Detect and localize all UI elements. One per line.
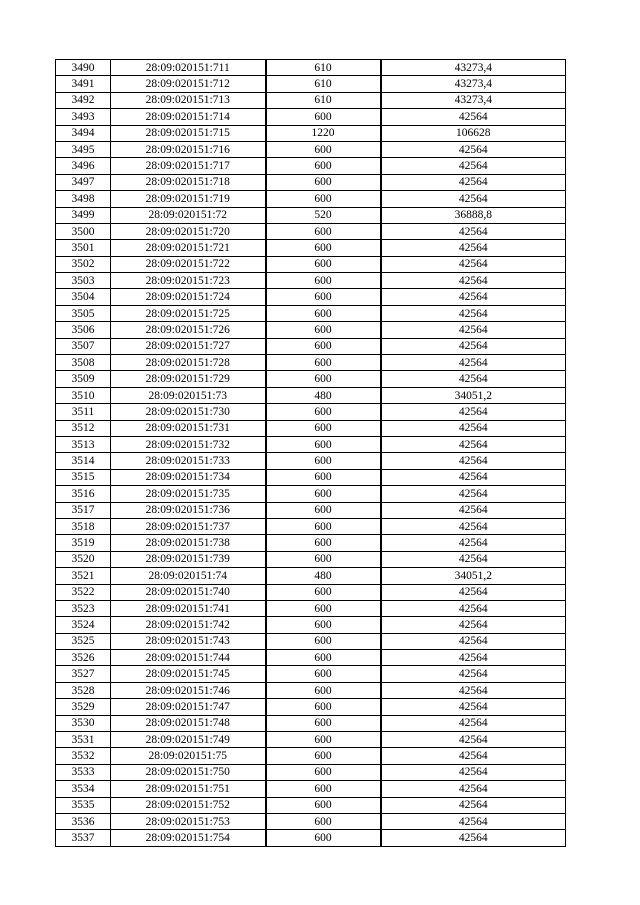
value-cell: 42564 [381,289,566,305]
value-cell: 42564 [381,502,566,518]
row-number-cell: 3507 [56,338,111,354]
value-cell: 42564 [381,764,566,780]
cadastral-number-cell: 28:09:020151:711 [111,60,266,76]
area-cell: 600 [266,797,381,813]
value-cell: 42564 [381,256,566,272]
table-row [56,535,566,551]
table-row [56,420,566,436]
value-cell: 42564 [381,486,566,502]
cadastral-number-cell: 28:09:020151:740 [111,584,266,600]
area-cell: 600 [266,535,381,551]
row-number-cell: 3537 [56,830,111,846]
cadastral-number-cell: 28:09:020151:752 [111,797,266,813]
value-cell: 42564 [381,518,566,534]
parcel-table [55,59,566,847]
area-cell: 600 [266,338,381,354]
cadastral-number-cell: 28:09:020151:744 [111,650,266,666]
value-cell: 42564 [381,141,566,157]
area-cell: 600 [266,732,381,748]
row-number-cell: 3510 [56,387,111,403]
row-number-cell: 3491 [56,76,111,92]
value-cell: 42564 [381,633,566,649]
area-cell: 600 [266,453,381,469]
table-row [56,830,566,846]
cadastral-number-cell: 28:09:020151:748 [111,715,266,731]
value-cell: 42564 [381,322,566,338]
value-cell: 42564 [381,371,566,387]
cadastral-number-cell: 28:09:020151:722 [111,256,266,272]
row-number-cell: 3500 [56,223,111,239]
row-number-cell: 3502 [56,256,111,272]
row-number-cell: 3515 [56,469,111,485]
value-cell: 42564 [381,699,566,715]
row-number-cell: 3493 [56,109,111,125]
cadastral-number-cell: 28:09:020151:732 [111,436,266,452]
row-number-cell: 3532 [56,748,111,764]
area-cell: 600 [266,518,381,534]
area-cell: 600 [266,223,381,239]
area-cell: 600 [266,584,381,600]
table-row [56,551,566,567]
table-row [56,355,566,371]
area-cell: 600 [266,420,381,436]
cadastral-number-cell: 28:09:020151:742 [111,617,266,633]
cadastral-number-cell: 28:09:020151:72 [111,207,266,223]
cadastral-number-cell: 28:09:020151:749 [111,732,266,748]
value-cell: 42564 [381,240,566,256]
table-row [56,273,566,289]
row-number-cell: 3528 [56,682,111,698]
value-cell: 42564 [381,781,566,797]
row-number-cell: 3497 [56,174,111,190]
value-cell: 42564 [381,682,566,698]
cadastral-number-cell: 28:09:020151:719 [111,191,266,207]
cadastral-number-cell: 28:09:020151:753 [111,813,266,829]
table-row [56,682,566,698]
value-cell: 42564 [381,715,566,731]
row-number-cell: 3512 [56,420,111,436]
table-row [56,109,566,125]
row-number-cell: 3524 [56,617,111,633]
table-row [56,797,566,813]
table-row [56,371,566,387]
area-cell: 600 [266,289,381,305]
value-cell: 42564 [381,158,566,174]
area-cell: 520 [266,207,381,223]
table-row [56,256,566,272]
row-number-cell: 3523 [56,600,111,616]
cadastral-number-cell: 28:09:020151:720 [111,223,266,239]
value-cell: 42564 [381,469,566,485]
row-number-cell: 3508 [56,355,111,371]
cadastral-number-cell: 28:09:020151:737 [111,518,266,534]
cadastral-number-cell: 28:09:020151:736 [111,502,266,518]
area-cell: 600 [266,502,381,518]
table-row [56,92,566,108]
area-cell: 600 [266,371,381,387]
cadastral-number-cell: 28:09:020151:724 [111,289,266,305]
cadastral-number-cell: 28:09:020151:729 [111,371,266,387]
value-cell: 42564 [381,797,566,813]
row-number-cell: 3518 [56,518,111,534]
area-cell: 600 [266,486,381,502]
table-row [56,289,566,305]
row-number-cell: 3521 [56,568,111,584]
cadastral-number-cell: 28:09:020151:733 [111,453,266,469]
row-number-cell: 3522 [56,584,111,600]
value-cell: 42564 [381,453,566,469]
row-number-cell: 3495 [56,141,111,157]
row-number-cell: 3496 [56,158,111,174]
value-cell: 43273,4 [381,60,566,76]
cadastral-number-cell: 28:09:020151:75 [111,748,266,764]
cadastral-number-cell: 28:09:020151:723 [111,273,266,289]
table-row [56,748,566,764]
area-cell: 600 [266,273,381,289]
area-cell: 610 [266,76,381,92]
row-number-cell: 3525 [56,633,111,649]
cadastral-number-cell: 28:09:020151:727 [111,338,266,354]
area-cell: 610 [266,60,381,76]
cadastral-number-cell: 28:09:020151:741 [111,600,266,616]
table-row [56,240,566,256]
value-cell: 42564 [381,223,566,239]
table-row [56,207,566,223]
area-cell: 600 [266,617,381,633]
table-row [56,600,566,616]
table-row [56,305,566,321]
row-number-cell: 3516 [56,486,111,502]
table-row [56,174,566,190]
table-row [56,223,566,239]
value-cell: 42564 [381,436,566,452]
table-row [56,338,566,354]
row-number-cell: 3536 [56,813,111,829]
cadastral-number-cell: 28:09:020151:717 [111,158,266,174]
value-cell: 42564 [381,535,566,551]
area-cell: 600 [266,650,381,666]
cadastral-number-cell: 28:09:020151:718 [111,174,266,190]
area-cell: 600 [266,600,381,616]
row-number-cell: 3514 [56,453,111,469]
row-number-cell: 3499 [56,207,111,223]
cadastral-number-cell: 28:09:020151:73 [111,387,266,403]
area-cell: 600 [266,551,381,567]
row-number-cell: 3511 [56,404,111,420]
cadastral-number-cell: 28:09:020151:738 [111,535,266,551]
value-cell: 42564 [381,404,566,420]
area-cell: 600 [266,355,381,371]
area-cell: 600 [266,666,381,682]
table-row [56,453,566,469]
table-row [56,518,566,534]
row-number-cell: 3527 [56,666,111,682]
value-cell: 42564 [381,305,566,321]
row-number-cell: 3520 [56,551,111,567]
value-cell: 42564 [381,174,566,190]
table-row [56,469,566,485]
table-row [56,60,566,76]
cadastral-number-cell: 28:09:020151:754 [111,830,266,846]
table-row [56,699,566,715]
row-number-cell: 3501 [56,240,111,256]
cadastral-number-cell: 28:09:020151:715 [111,125,266,141]
cadastral-number-cell: 28:09:020151:721 [111,240,266,256]
value-cell: 42564 [381,732,566,748]
table-row [56,436,566,452]
cadastral-number-cell: 28:09:020151:714 [111,109,266,125]
table-row [56,813,566,829]
cadastral-number-cell: 28:09:020151:746 [111,682,266,698]
cadastral-number-cell: 28:09:020151:74 [111,568,266,584]
row-number-cell: 3505 [56,305,111,321]
table-row [56,76,566,92]
table-row [56,633,566,649]
value-cell: 42564 [381,273,566,289]
row-number-cell: 3519 [56,535,111,551]
table-row [56,387,566,403]
table-row [56,158,566,174]
table-row [56,404,566,420]
value-cell: 43273,4 [381,92,566,108]
value-cell: 34051,2 [381,387,566,403]
row-number-cell: 3526 [56,650,111,666]
cadastral-number-cell: 28:09:020151:728 [111,355,266,371]
area-cell: 600 [266,158,381,174]
row-number-cell: 3490 [56,60,111,76]
row-number-cell: 3531 [56,732,111,748]
table-row [56,141,566,157]
row-number-cell: 3492 [56,92,111,108]
value-cell: 42564 [381,551,566,567]
table-row [56,781,566,797]
row-number-cell: 3534 [56,781,111,797]
row-number-cell: 3504 [56,289,111,305]
value-cell: 42564 [381,617,566,633]
value-cell: 34051,2 [381,568,566,584]
value-cell: 42564 [381,666,566,682]
cadastral-number-cell: 28:09:020151:730 [111,404,266,420]
area-cell: 600 [266,191,381,207]
area-cell: 600 [266,813,381,829]
value-cell: 42564 [381,813,566,829]
area-cell: 610 [266,92,381,108]
value-cell: 42564 [381,830,566,846]
area-cell: 600 [266,109,381,125]
row-number-cell: 3494 [56,125,111,141]
table-row [56,322,566,338]
row-number-cell: 3498 [56,191,111,207]
area-cell: 600 [266,764,381,780]
value-cell: 43273,4 [381,76,566,92]
row-number-cell: 3530 [56,715,111,731]
table-row [56,125,566,141]
table-row [56,584,566,600]
table-row [56,764,566,780]
cadastral-number-cell: 28:09:020151:726 [111,322,266,338]
area-cell: 600 [266,174,381,190]
cadastral-number-cell: 28:09:020151:735 [111,486,266,502]
cadastral-number-cell: 28:09:020151:712 [111,76,266,92]
row-number-cell: 3503 [56,273,111,289]
value-cell: 36888,8 [381,207,566,223]
cadastral-number-cell: 28:09:020151:731 [111,420,266,436]
area-cell: 600 [266,404,381,420]
area-cell: 600 [266,682,381,698]
cadastral-number-cell: 28:09:020151:747 [111,699,266,715]
area-cell: 600 [266,141,381,157]
value-cell: 42564 [381,191,566,207]
area-cell: 600 [266,256,381,272]
row-number-cell: 3535 [56,797,111,813]
value-cell: 42564 [381,420,566,436]
area-cell: 600 [266,322,381,338]
area-cell: 600 [266,715,381,731]
area-cell: 480 [266,568,381,584]
table-row [56,715,566,731]
area-cell: 600 [266,305,381,321]
row-number-cell: 3509 [56,371,111,387]
row-number-cell: 3517 [56,502,111,518]
value-cell: 42564 [381,338,566,354]
value-cell: 42564 [381,600,566,616]
row-number-cell: 3513 [56,436,111,452]
area-cell: 600 [266,436,381,452]
row-number-cell: 3529 [56,699,111,715]
cadastral-number-cell: 28:09:020151:725 [111,305,266,321]
value-cell: 42564 [381,584,566,600]
value-cell: 42564 [381,355,566,371]
area-cell: 600 [266,240,381,256]
area-cell: 600 [266,633,381,649]
area-cell: 600 [266,699,381,715]
row-number-cell: 3506 [56,322,111,338]
value-cell: 42564 [381,748,566,764]
cadastral-number-cell: 28:09:020151:734 [111,469,266,485]
table-row [56,617,566,633]
area-cell: 600 [266,781,381,797]
area-cell: 600 [266,469,381,485]
cadastral-number-cell: 28:09:020151:745 [111,666,266,682]
table-row [56,650,566,666]
parcel-table-body [56,60,566,847]
cadastral-number-cell: 28:09:020151:716 [111,141,266,157]
row-number-cell: 3533 [56,764,111,780]
table-row [56,191,566,207]
table-row [56,732,566,748]
cadastral-number-cell: 28:09:020151:750 [111,764,266,780]
cadastral-number-cell: 28:09:020151:743 [111,633,266,649]
value-cell: 42564 [381,650,566,666]
table-row [56,568,566,584]
table-row [56,486,566,502]
area-cell: 480 [266,387,381,403]
value-cell: 42564 [381,109,566,125]
table-row [56,666,566,682]
cadastral-number-cell: 28:09:020151:739 [111,551,266,567]
value-cell: 106628 [381,125,566,141]
cadastral-number-cell: 28:09:020151:751 [111,781,266,797]
area-cell: 1220 [266,125,381,141]
area-cell: 600 [266,748,381,764]
area-cell: 600 [266,830,381,846]
cadastral-number-cell: 28:09:020151:713 [111,92,266,108]
table-row [56,502,566,518]
